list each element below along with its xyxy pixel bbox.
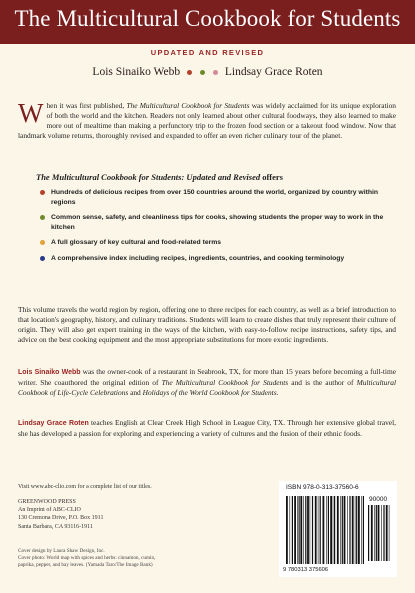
author-name: Lois Sinaiko Webb bbox=[92, 66, 181, 78]
ean-barcode-icon bbox=[285, 496, 365, 566]
bio-book-title: Multicultural Cookbook of Life-Cycle Celebrations bbox=[18, 378, 396, 398]
credit-line: paprika, pepper, and bay leaves. (Yamada Taro/The Image Bank) bbox=[18, 562, 153, 569]
decorative-dot-icon bbox=[200, 70, 205, 75]
bullet-icon bbox=[40, 240, 45, 245]
offers-book-title: The Multicultural Cookbook for Students: Updated and Revised bbox=[36, 172, 261, 182]
intro-text: hen it was first published, bbox=[46, 101, 127, 110]
feature-list bbox=[40, 188, 390, 270]
intro-paragraph bbox=[18, 98, 397, 141]
decorative-dot-icon bbox=[187, 70, 192, 75]
feature-text: A comprehensive index including recipes, ingredients, countries, and cooking terminology bbox=[51, 254, 345, 262]
bullet-icon bbox=[40, 190, 45, 195]
publisher-line: 130 Cremona Drive, P.O. Box 1911 bbox=[18, 515, 104, 522]
publisher-line: Santa Barbara, CA 93116-1911 bbox=[18, 523, 93, 530]
list-item bbox=[40, 254, 390, 264]
list-item bbox=[40, 213, 390, 232]
website-note: Visit www.abc-clio.com for a complete list of our titles. bbox=[18, 484, 152, 490]
bullet-icon bbox=[40, 215, 45, 220]
author-bio-roten bbox=[18, 418, 396, 439]
bio-text: teaches English at Clear Creek High School in League City, TX. Through her extensive global travel, she has developed a passion for exploring and experiencing a variety of cultures and the fusion of their ethnic foods. bbox=[18, 418, 396, 439]
credit-line: Cover photo: World map with spices and herbs: cinnamon, cumin, bbox=[18, 555, 156, 562]
intro-text: was widely acclaimed for its unique exploration of both the world and the kitchen. Readers not only learned about other cultural foodways, they also learned to make more out of mealtime than making a perfunctory trip to the frozen food section or a takeout food window. Now that landmark volume returns, thoroughly revised and expanded to offer an even richer culinary tour of the planet. bbox=[18, 101, 397, 141]
author-name: Lindsay Grace Roten bbox=[224, 66, 323, 78]
credit-line: Cover design by Laura Shaw Design, Inc. bbox=[18, 548, 105, 554]
description-paragraph: This volume travels the world region by region, offering one to three recipes for each country, as well as a brief introduction to that location's geography, history, and culinary traditions. Students will learn to create dishes that truly represent their culture of origin. They will also get expert training in the ways of the kitchen, with easy-to-follow recipe instructions, safety tips, and advice on the best cooking equipment and the most appropriate substitutions for more exotic ingredients. bbox=[18, 305, 396, 345]
isbn-text: ISBN 978-0-313-37560-6 bbox=[286, 484, 359, 491]
list-item bbox=[40, 238, 390, 248]
offers-suffix: offers bbox=[260, 172, 283, 182]
intro-book-title: The Multicultural Cookbook for Students bbox=[126, 101, 250, 110]
barcode-box bbox=[279, 481, 397, 577]
cover-credits bbox=[18, 548, 208, 570]
list-item bbox=[40, 188, 390, 207]
bullet-icon bbox=[40, 256, 45, 261]
feature-text: Common sense, safety, and cleanliness tips for cooks, showing students the proper way to work in the kitchen bbox=[51, 214, 384, 231]
bio-name: Lindsay Grace Roten bbox=[18, 420, 89, 427]
feature-text: Hundreds of delicious recipes from over 150 countries around the world, organized by country within regions bbox=[51, 189, 379, 206]
bio-name: Lois Sinaiko Webb bbox=[18, 369, 81, 376]
bio-text: and is the author of bbox=[288, 378, 357, 388]
price-barcode-icon bbox=[367, 505, 392, 561]
title-band bbox=[0, 0, 415, 44]
publisher-line: An Imprint of ABC-CLIO bbox=[18, 507, 81, 514]
feature-text: A full glossary of key cultural and food-related terms bbox=[51, 239, 222, 247]
book-title: The Multicultural Cookbook for Students bbox=[14, 6, 401, 31]
bio-text: and bbox=[128, 388, 143, 398]
publisher-info bbox=[18, 498, 103, 531]
barcode-digits: 9 780313 375606 bbox=[283, 567, 329, 573]
author-line bbox=[0, 66, 415, 78]
bio-book-title: The Multicultural Cookbook for Students bbox=[161, 378, 289, 388]
bio-text: . bbox=[276, 388, 279, 398]
edition-label: UPDATED AND REVISED bbox=[150, 48, 265, 57]
price-code: 90000 bbox=[369, 496, 388, 503]
bio-book-title: Holidays of the World Cookbook for Students bbox=[142, 388, 277, 398]
author-bio-webb bbox=[18, 367, 396, 398]
decorative-dot-icon bbox=[213, 70, 218, 75]
bio-text: was the owner-cook of a restaurant in Seabrook, TX, for more than 15 years before becoming a full-time writer. She coauthored the original edition of bbox=[18, 367, 397, 388]
drop-cap: W bbox=[18, 98, 44, 128]
offers-heading bbox=[36, 172, 396, 182]
publisher-line: GREENWOOD PRESS bbox=[18, 499, 76, 505]
